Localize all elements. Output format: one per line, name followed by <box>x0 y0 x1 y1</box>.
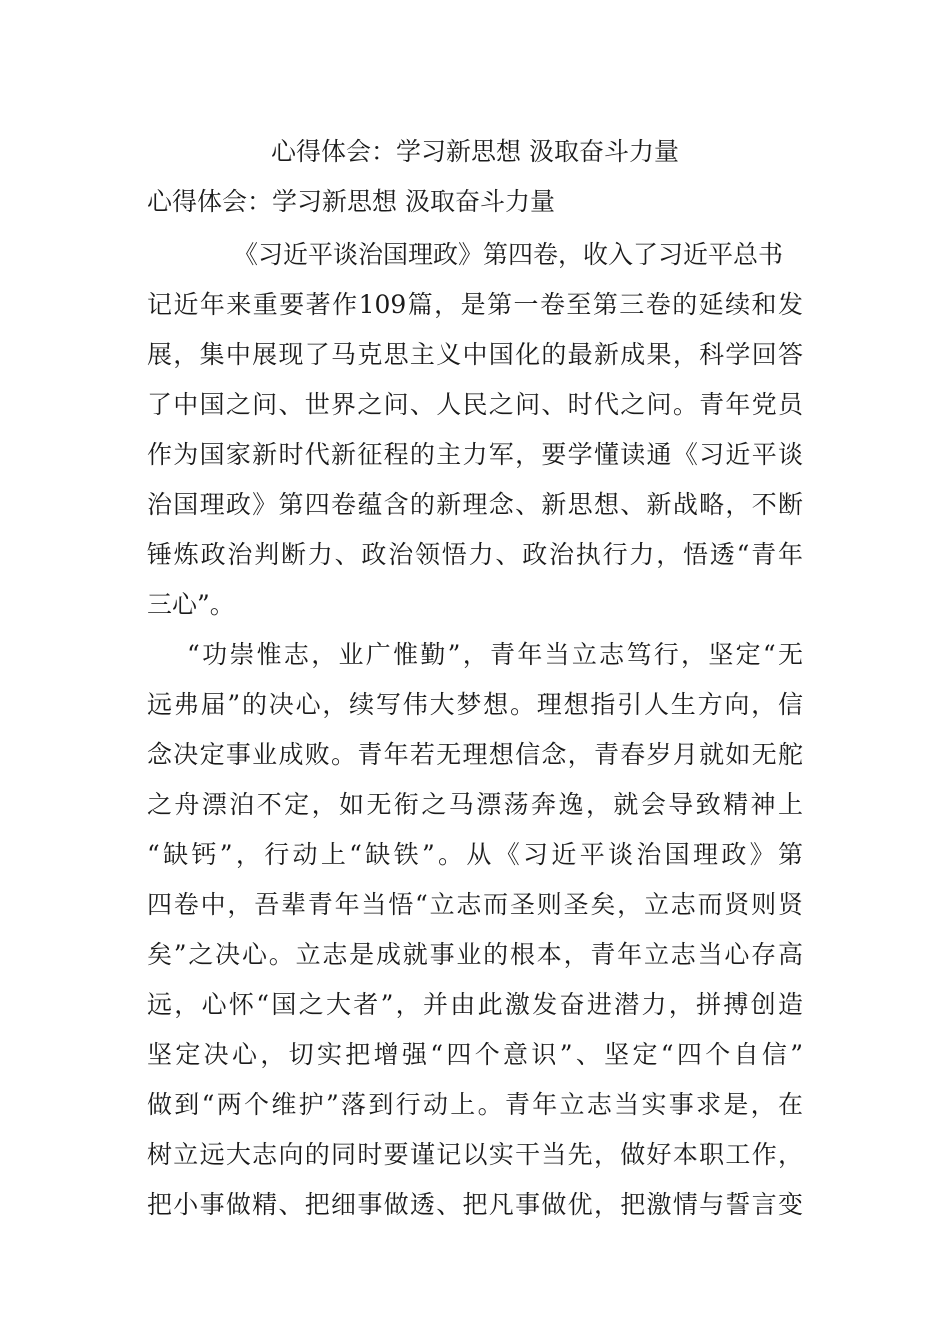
paragraph-line: 坚定决心，切实把增强“四个意识”、坚定“四个自信” <box>147 1040 803 1069</box>
paragraph-line: 四卷中，吾辈青年当悟“立志而圣则圣矣，立志而贤则贤 <box>147 890 803 919</box>
paragraph-line: 念决定事业成败。青年若无理想信念，青春岁月就如无舵 <box>147 740 803 769</box>
paragraph-1 <box>147 230 803 630</box>
paragraph-line: 远弗届”的决心，续写伟大梦想。理想指引人生方向，信 <box>147 690 803 719</box>
paragraph-line: 记近年来重要著作109篇，是第一卷至第三卷的延续和发 <box>147 290 803 319</box>
paragraph-line: 矣”之决心。立志是成就事业的根本，青年立志当心存高 <box>147 940 803 969</box>
paragraph-line: 做到“两个维护”落到行动上。青年立志当实事求是，在 <box>147 1090 803 1119</box>
paragraph-line: 锤炼政治判断力、政治领悟力、政治执行力，悟透“青年 <box>147 540 803 569</box>
paragraph-line: “缺钙”，行动上“缺铁”。从《习近平谈治国理政》第 <box>147 840 803 869</box>
paragraph-line: 三心”。 <box>147 590 235 619</box>
paragraph-line: “功崇惟志，业广惟勤”，青年当立志笃行，坚定“无 <box>187 640 803 669</box>
document-subtitle: 心得体会：学习新思想 汲取奋斗力量 <box>147 187 555 216</box>
paragraph-line: 把小事做精、把细事做透、把凡事做优，把激情与誓言变 <box>147 1190 803 1219</box>
document-title: 心得体会：学习新思想 汲取奋斗力量 <box>271 137 679 166</box>
paragraph-line: 之舟漂泊不定，如无衔之马漂荡奔逸，就会导致精神上 <box>147 790 803 819</box>
paragraph-2 <box>147 630 803 1230</box>
document-body <box>147 230 803 1230</box>
paragraph-line: 了中国之问、世界之问、人民之问、时代之问。青年党员 <box>147 390 803 419</box>
paragraph-line: 远，心怀“国之大者”，并由此激发奋进潜力，拼搏创造 <box>147 990 803 1019</box>
paragraph-line: 作为国家新时代新征程的主力军，要学懂读通《习近平谈 <box>147 440 803 469</box>
paragraph-line: 展，集中展现了马克思主义中国化的最新成果，科学回答 <box>147 340 803 369</box>
paragraph-line: 《习近平谈治国理政》第四卷，收入了习近平总书 <box>233 240 784 269</box>
paragraph-line: 治国理政》第四卷蕴含的新理念、新思想、新战略，不断 <box>147 490 803 519</box>
paragraph-line: 树立远大志向的同时要谨记以实干当先，做好本职工作， <box>147 1140 803 1169</box>
